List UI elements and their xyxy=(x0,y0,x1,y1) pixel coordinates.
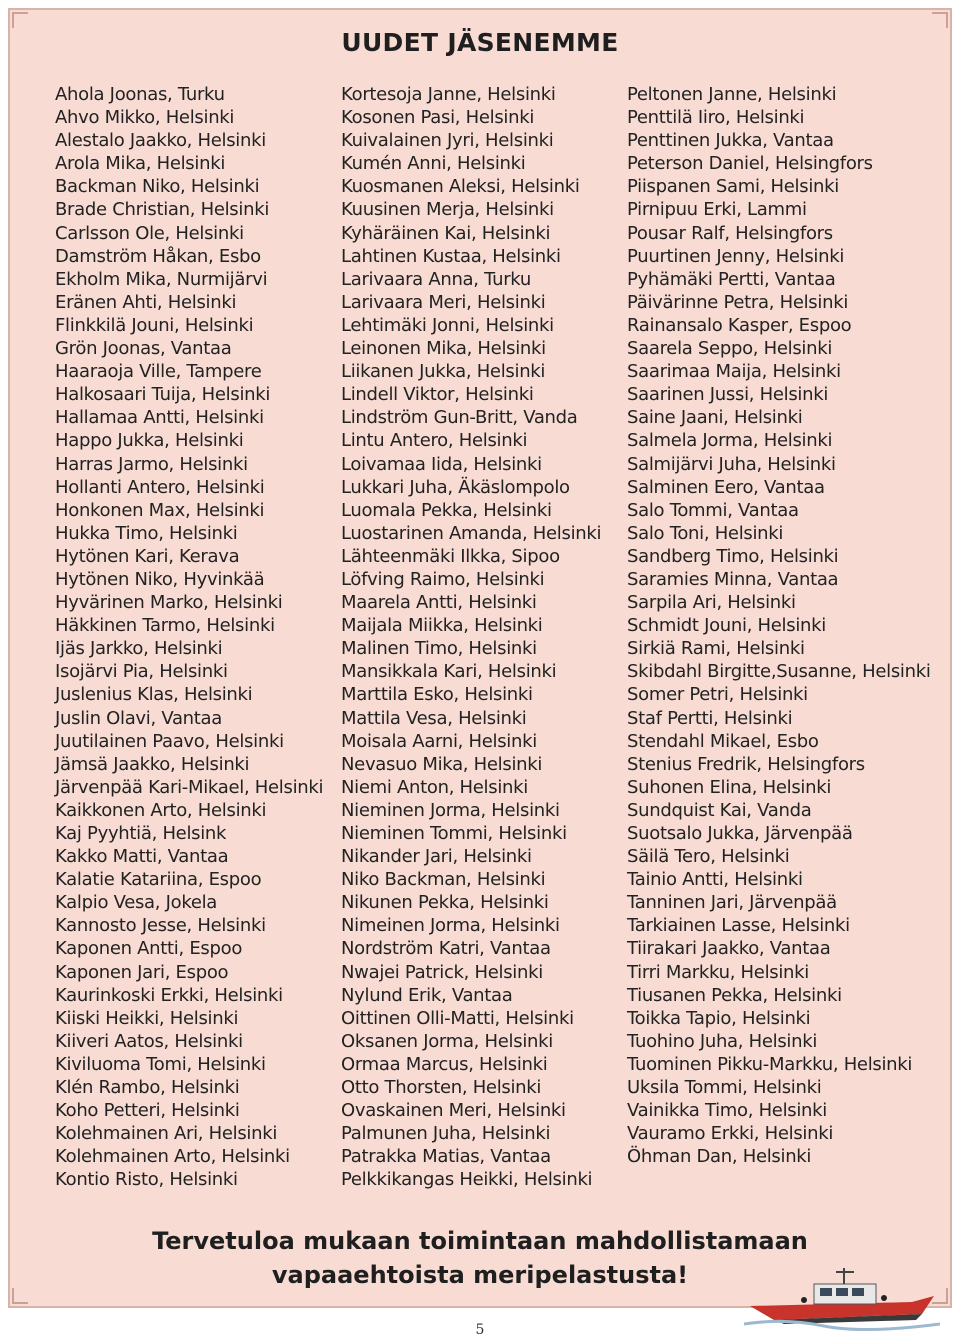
member-entry: Nylund Erik, Vantaa xyxy=(341,984,513,1006)
member-entry: Mattila Vesa, Helsinki xyxy=(341,707,527,729)
member-list-column-2 xyxy=(341,83,601,1192)
member-entry: Kiiski Heikki, Helsinki xyxy=(55,1007,239,1029)
member-entry: Toikka Tapio, Helsinki xyxy=(627,1007,811,1029)
member-entry: Niemi Anton, Helsinki xyxy=(341,776,528,798)
member-entry: Loivamaa Iida, Helsinki xyxy=(341,453,542,475)
member-entry: Lukkari Juha, Äkäslompolo xyxy=(341,476,570,498)
member-entry: Lindell Viktor, Helsinki xyxy=(341,384,534,406)
member-entry: Tuominen Pikku-Markku, Helsinki xyxy=(627,1053,913,1075)
member-entry: Alestalo Jaakko, Helsinki xyxy=(55,130,266,152)
member-entry: Nwajei Patrick, Helsinki xyxy=(341,961,543,983)
member-entry: Honkonen Max, Helsinki xyxy=(55,499,265,521)
member-entry: Saramies Minna, Vantaa xyxy=(627,568,839,590)
member-entry: Lindström Gun-Britt, Vanda xyxy=(341,407,578,429)
member-entry: Oittinen Olli-Matti, Helsinki xyxy=(341,1007,574,1029)
member-entry: Salmela Jorma, Helsinki xyxy=(627,430,833,452)
member-entry: Otto Thorsten, Helsinki xyxy=(341,1077,542,1099)
member-entry: Salo Toni, Helsinki xyxy=(627,522,784,544)
member-entry: Jämsä Jaakko, Helsinki xyxy=(55,753,250,775)
member-entry: Oksanen Jorma, Helsinki xyxy=(341,1030,553,1052)
member-entry: Haaraoja Ville, Tampere xyxy=(55,361,262,383)
member-entry: Staf Pertti, Helsinki xyxy=(627,707,793,729)
member-entry: Suotsalo Jukka, Järvenpää xyxy=(627,823,853,844)
member-entry: Tiusanen Pekka, Helsinki xyxy=(627,984,842,1006)
member-entry: Kalatie Katariina, Espoo xyxy=(55,869,262,891)
page-number: 5 xyxy=(475,1322,485,1338)
member-entry: Kaj Pyyhtiä, Helsink xyxy=(55,823,227,844)
member-entry: Malinen Timo, Helsinki xyxy=(341,638,537,660)
member-entry: Palmunen Juha, Helsinki xyxy=(341,1123,551,1145)
member-entry: Lähteenmäki Ilkka, Sipoo xyxy=(341,545,560,567)
member-entry: Brade Christian, Helsinki xyxy=(55,199,270,221)
member-entry: Stenius Fredrik, Helsingfors xyxy=(627,753,865,775)
member-list-column-1 xyxy=(55,83,323,1192)
member-entry: Penttinen Jukka, Vantaa xyxy=(627,130,834,152)
welcome-line-2: vapaaehtoista meripelastusta! xyxy=(271,1261,689,1289)
member-entry: Ovaskainen Meri, Helsinki xyxy=(341,1100,566,1122)
member-entry: Kannosto Jesse, Helsinki xyxy=(55,915,266,937)
corner-ornament-top-right xyxy=(932,12,948,28)
member-entry: Saarimaa Maija, Helsinki xyxy=(627,361,841,383)
member-entry: Peterson Daniel, Helsingfors xyxy=(627,153,873,175)
member-entry: Kiviluoma Tomi, Helsinki xyxy=(55,1053,266,1075)
member-entry: Tirri Markku, Helsinki xyxy=(627,961,809,983)
member-entry: Löfving Raimo, Helsinki xyxy=(341,568,545,590)
member-entry: Hukka Timo, Helsinki xyxy=(55,522,238,544)
member-entry: Larivaara Anna, Turku xyxy=(341,268,531,290)
member-entry: Patrakka Matias, Vantaa xyxy=(341,1146,551,1168)
member-entry: Marttila Esko, Helsinki xyxy=(341,684,533,706)
member-entry: Nimeinen Jorma, Helsinki xyxy=(341,915,560,937)
member-entry: Halkosaari Tuija, Helsinki xyxy=(55,384,271,406)
corner-ornament-top-left xyxy=(12,12,28,28)
member-entry: Happo Jukka, Helsinki xyxy=(55,430,244,452)
member-entry: Hyvärinen Marko, Helsinki xyxy=(55,592,283,614)
member-entry: Leinonen Mika, Helsinki xyxy=(341,338,546,360)
member-entry: Saine Jaani, Helsinki xyxy=(627,407,803,429)
member-entry: Niko Backman, Helsinki xyxy=(341,869,546,891)
member-entry: Liikanen Jukka, Helsinki xyxy=(341,361,546,383)
member-entry: Luomala Pekka, Helsinki xyxy=(341,499,552,521)
member-entry: Larivaara Meri, Helsinki xyxy=(341,291,546,313)
member-entry: Juslin Olavi, Vantaa xyxy=(55,707,222,729)
member-entry: Vauramo Erkki, Helsinki xyxy=(627,1123,834,1145)
member-entry: Nordström Katri, Vantaa xyxy=(341,938,551,960)
member-entry: Penttilä Iiro, Helsinki xyxy=(627,107,805,129)
member-entry: Kyhäräinen Kai, Helsinki xyxy=(341,222,551,244)
member-entry: Kuivalainen Jyri, Helsinki xyxy=(341,130,554,152)
member-entry: Kosonen Pasi, Helsinki xyxy=(341,107,535,129)
member-entry: Kalpio Vesa, Jokela xyxy=(55,892,218,914)
member-entry: Piispanen Sami, Helsinki xyxy=(627,176,839,198)
member-entry: Luostarinen Amanda, Helsinki xyxy=(341,522,602,544)
member-entry: Nieminen Tommi, Helsinki xyxy=(341,823,567,844)
welcome-line-1: Tervetuloa mukaan toimintaan mahdollistamaan xyxy=(152,1227,808,1255)
member-entry: Hollanti Antero, Helsinki xyxy=(55,476,265,498)
member-entry: Ahola Joonas, Turku xyxy=(55,84,225,105)
member-entry: Somer Petri, Helsinki xyxy=(627,684,808,706)
member-entry: Lintu Antero, Helsinki xyxy=(341,430,528,452)
member-entry: Sundquist Kai, Vanda xyxy=(627,799,812,821)
member-entry: Moisala Aarni, Helsinki xyxy=(341,730,537,752)
member-entry: Saarinen Jussi, Helsinki xyxy=(627,384,829,406)
member-entry: Suhonen Elina, Helsinki xyxy=(627,776,832,798)
member-entry: Puurtinen Jenny, Helsinki xyxy=(627,245,845,267)
member-entry: Kolehmainen Ari, Helsinki xyxy=(55,1123,278,1145)
member-entry: Salo Tommi, Vantaa xyxy=(627,499,799,521)
member-entry: Päivärinne Petra, Helsinki xyxy=(627,291,849,313)
member-entry: Nikander Jari, Helsinki xyxy=(341,846,532,868)
member-list-column-3 xyxy=(627,83,931,1168)
corner-ornament-bottom-left xyxy=(12,1288,28,1304)
member-entry: Lehtimäki Jonni, Helsinki xyxy=(341,314,554,336)
member-entry: Hallamaa Antti, Helsinki xyxy=(55,407,264,429)
member-entry: Klén Rambo, Helsinki xyxy=(55,1077,240,1099)
member-entry: Kaponen Jari, Espoo xyxy=(55,961,229,983)
member-entry: Kumén Anni, Helsinki xyxy=(341,153,526,175)
member-entry: Tainio Antti, Helsinki xyxy=(627,869,803,891)
member-entry: Nikunen Pekka, Helsinki xyxy=(341,892,549,914)
member-entry: Eränen Ahti, Helsinki xyxy=(55,291,237,313)
member-entry: Sandberg Timo, Helsinki xyxy=(627,545,839,567)
member-entry: Salminen Eero, Vantaa xyxy=(627,476,825,498)
welcome-message xyxy=(120,1224,840,1292)
member-entry: Kuusinen Merja, Helsinki xyxy=(341,199,554,221)
member-entry: Kontio Risto, Helsinki xyxy=(55,1169,238,1191)
member-entry: Kaponen Antti, Espoo xyxy=(55,938,243,960)
member-entry: Harras Jarmo, Helsinki xyxy=(55,453,248,475)
member-entry: Kaurinkoski Erkki, Helsinki xyxy=(55,984,283,1006)
member-entry: Pirnipuu Erki, Lammi xyxy=(627,199,807,221)
member-entry: Kolehmainen Arto, Helsinki xyxy=(55,1146,290,1168)
member-entry: Säilä Tero, Helsinki xyxy=(627,846,790,868)
member-entry: Häkkinen Tarmo, Helsinki xyxy=(55,615,275,637)
member-entry: Damström Håkan, Esbo xyxy=(55,245,261,267)
member-entry: Peltonen Janne, Helsinki xyxy=(627,84,837,105)
page-title: UUDET JÄSENEMME xyxy=(341,28,619,57)
member-entry: Backman Niko, Helsinki xyxy=(55,176,260,198)
member-entry: Maarela Antti, Helsinki xyxy=(341,592,537,614)
member-entry: Hytönen Niko, Hyvinkää xyxy=(55,568,265,590)
member-entry: Sarpila Ari, Helsinki xyxy=(627,592,796,614)
member-entry: Uksila Tommi, Helsinki xyxy=(627,1077,822,1099)
member-entry: Kortesoja Janne, Helsinki xyxy=(341,84,556,105)
member-entry: Koho Petteri, Helsinki xyxy=(55,1100,240,1122)
member-entry: Pousar Ralf, Helsingfors xyxy=(627,222,833,244)
member-entry: Kakko Matti, Vantaa xyxy=(55,846,229,868)
member-entry: Kuosmanen Aleksi, Helsinki xyxy=(341,176,580,198)
member-entry: Juutilainen Paavo, Helsinki xyxy=(55,730,284,752)
member-entry: Juslenius Klas, Helsinki xyxy=(55,684,253,706)
member-entry: Nieminen Jorma, Helsinki xyxy=(341,799,560,821)
member-entry: Kiiveri Aatos, Helsinki xyxy=(55,1030,243,1052)
member-entry: Kaikkonen Arto, Helsinki xyxy=(55,799,267,821)
member-entry: Sirkiä Rami, Helsinki xyxy=(627,638,805,660)
member-entry: Tuohino Juha, Helsinki xyxy=(627,1030,818,1052)
member-entry: Pyhämäki Pertti, Vantaa xyxy=(627,268,836,290)
member-entry: Tanninen Jari, Järvenpää xyxy=(627,892,837,914)
member-entry: Mansikkala Kari, Helsinki xyxy=(341,661,557,683)
member-entry: Tarkiainen Lasse, Helsinki xyxy=(627,915,850,937)
member-entry: Öhman Dan, Helsinki xyxy=(627,1146,812,1168)
member-entry: Lahtinen Kustaa, Helsinki xyxy=(341,245,561,267)
member-entry: Tiirakari Jaakko, Vantaa xyxy=(627,938,831,960)
member-entry: Rainansalo Kasper, Espoo xyxy=(627,314,852,336)
member-entry: Vainikka Timo, Helsinki xyxy=(627,1100,827,1122)
member-entry: Grön Joonas, Vantaa xyxy=(55,338,232,360)
member-entry: Salmijärvi Juha, Helsinki xyxy=(627,453,836,475)
member-entry: Stendahl Mikael, Esbo xyxy=(627,730,819,752)
member-entry: Maijala Miikka, Helsinki xyxy=(341,615,543,637)
member-entry: Ormaa Marcus, Helsinki xyxy=(341,1053,548,1075)
member-entry: Arola Mika, Helsinki xyxy=(55,153,226,175)
member-entry: Ijäs Jarkko, Helsinki xyxy=(55,638,223,660)
member-entry: Pelkkikangas Heikki, Helsinki xyxy=(341,1169,593,1191)
member-entry: Hytönen Kari, Kerava xyxy=(55,545,240,567)
member-entry: Ekholm Mika, Nurmijärvi xyxy=(55,268,268,290)
member-entry: Nevasuo Mika, Helsinki xyxy=(341,753,543,775)
member-entry: Flinkkilä Jouni, Helsinki xyxy=(55,314,254,336)
member-entry: Carlsson Ole, Helsinki xyxy=(55,222,244,244)
member-entry: Järvenpää Kari-Mikael, Helsinki xyxy=(55,776,324,798)
member-entry: Schmidt Jouni, Helsinki xyxy=(627,615,826,637)
member-entry: Saarela Seppo, Helsinki xyxy=(627,338,833,360)
member-entry: Isojärvi Pia, Helsinki xyxy=(55,661,228,683)
member-entry: Skibdahl Birgitte,Susanne, Helsinki xyxy=(627,661,931,683)
member-entry: Ahvo Mikko, Helsinki xyxy=(55,107,235,129)
